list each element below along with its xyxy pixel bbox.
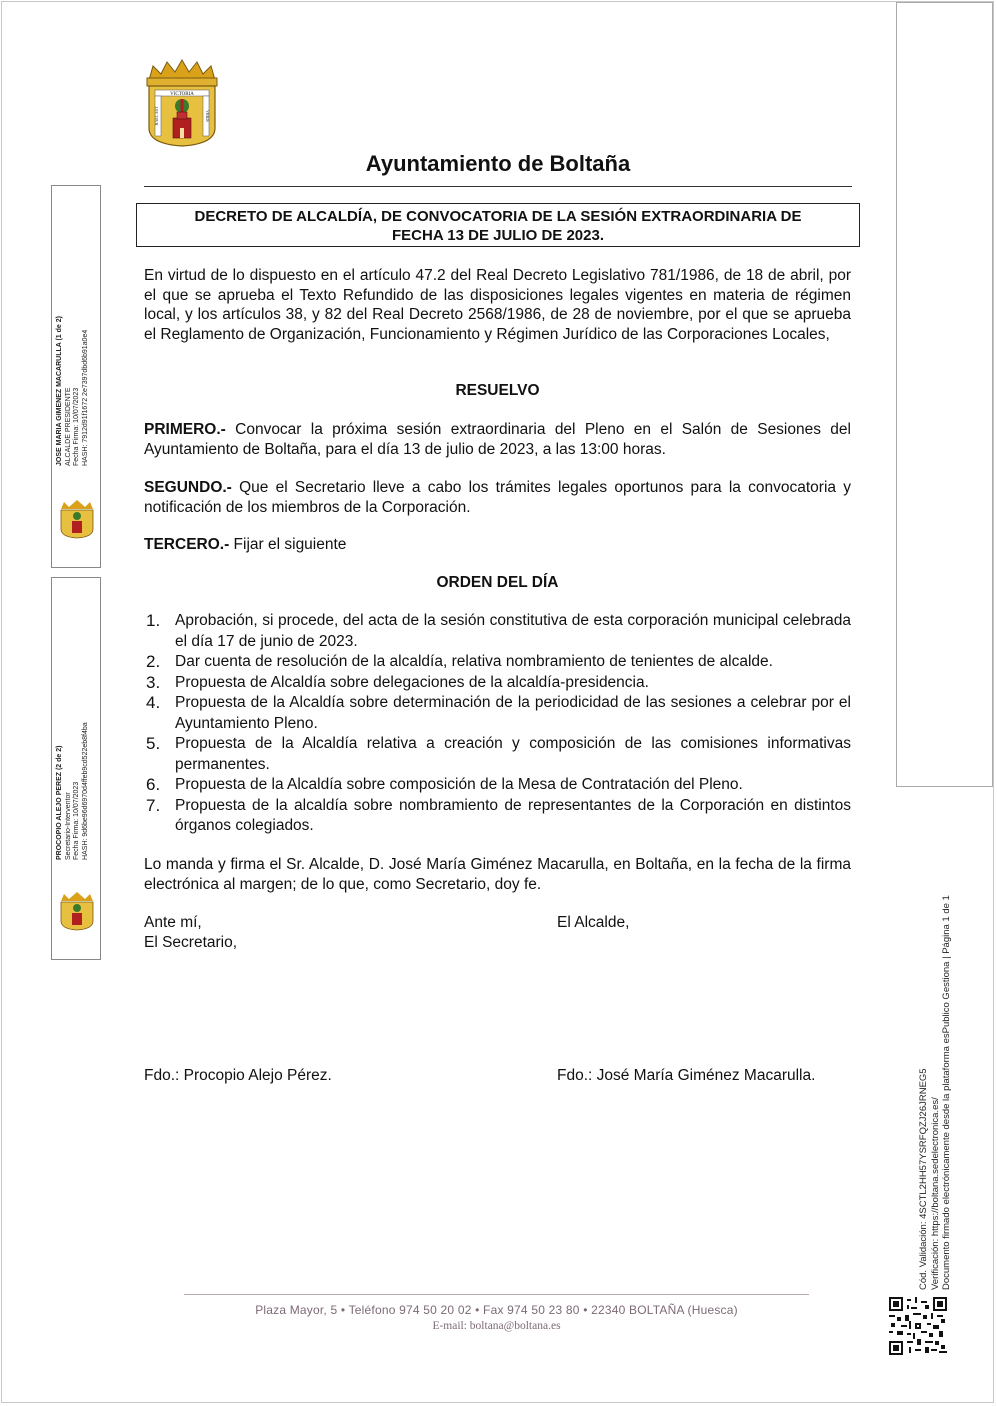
footer-divider (184, 1294, 809, 1295)
segundo-paragraph (144, 478, 851, 517)
agenda-item-text: Propuesta de la Alcaldía sobre composición de la Mesa de Contratación del Pleno. (175, 776, 743, 793)
footer-email[interactable]: E-mail: boltana@boltana.es (432, 1320, 561, 1332)
segundo-label: SEGUNDO.- (144, 479, 232, 496)
qr-code-icon[interactable] (889, 1297, 947, 1355)
primero-text: Convocar la próxima sesión extraordinaria del Pleno en el Salón de Sesiones del Ayuntamiento de Boltaña, para el día 13 de julio de 2023, a las 13:00 horas. (144, 421, 851, 458)
orden-del-dia-heading: ORDEN DEL DÍA (436, 574, 559, 591)
agenda-item (144, 734, 851, 775)
town-title: Ayuntamiento de Boltaña (365, 151, 631, 176)
agenda-item-number: 4. (146, 693, 161, 712)
agenda-item (144, 673, 851, 694)
agenda-item-text: Aprobación, si procede, del acta de la sesión constitutiva de esta corporación municipal celebrada el día 17 de junio de 2023. (175, 612, 851, 650)
tercero-label: TERCERO.- (144, 536, 230, 553)
tercero-paragraph (144, 535, 851, 555)
footer-address: Plaza Mayor, 5 • Teléfono 974 50 20 02 • Fax 974 50 23 80 • 22340 BOLTAÑA (Huesca) (255, 1303, 738, 1317)
stamp-signer-name: JOSE MARIA GIMENEZ MACARULLA (1 de 2) (56, 316, 63, 466)
primero-paragraph (144, 420, 851, 459)
title-divider (144, 186, 852, 187)
intro-paragraph: En virtud de lo dispuesto en el artículo 47.2 del Real Decreto Legislativo 781/1986, de 18 de abril, por el que se aprueba el Texto Refundido de las disposiciones legales vigentes en materia de régimen local, y los artículos 38, y 82 del Real Decreto 2568/1986, de 28 de noviembre, por el que se aprueba el Reglamento de Organización, Funcionamiento y Régimen Jurídico de las Corporaciones Locales, (144, 267, 851, 343)
mayor-name: Fdo.: José María Giménez Macarulla. (557, 1067, 816, 1084)
agenda-item-text: Propuesta de Alcaldía sobre delegaciones de la alcaldía-presidencia. (175, 673, 649, 691)
svg-text:VICTORIA: VICTORIA (170, 92, 194, 97)
agenda-item-number: 3. (146, 672, 161, 692)
agenda-item-text: Dar cuenta de resolución de la alcaldía, relativa nombramiento de tenientes de alcalde. (175, 653, 773, 670)
signature-platform-note: Documento firmado electrónicamente desde la plataforma esPublico Gestiona | Página 1 de 1 (941, 895, 952, 1290)
agenda-item (144, 693, 851, 734)
stamp-signer-name: PROCOPIO ALEJO PEREZ (2 de 2) (56, 745, 63, 860)
stamp-signature-date: Fecha Firma: 10/07/2023 (73, 781, 80, 860)
signature-stamp-secretary (51, 577, 101, 960)
agenda-item-number: 6. (146, 775, 161, 794)
secretary-signature-block (144, 913, 237, 952)
stamp-crest-logo (58, 499, 96, 539)
svg-text:HAEC EST: HAEC EST (154, 106, 159, 126)
agenda-item-number: 5. (146, 734, 161, 753)
validation-margin-box (896, 2, 993, 787)
agenda-item (144, 775, 851, 796)
agenda-item-number: 1. (146, 611, 161, 630)
agenda-list (144, 611, 851, 837)
stamp-crest-logo (58, 891, 96, 931)
stamp-signature-date: Fecha Firma: 10/07/2023 (73, 387, 80, 466)
primero-label: PRIMERO.- (144, 421, 226, 438)
decree-title-line2: FECHA 13 DE JULIO DE 2023. (391, 227, 604, 244)
stamp-signer-role: ALCALDE PRESIDENTE (64, 387, 72, 466)
agenda-item (144, 611, 851, 652)
verification-url[interactable]: Verificación: https://boltana.sedelectronica.es/ (929, 1097, 941, 1290)
tercero-text: Fijar el siguiente (229, 536, 347, 553)
stamp-text (56, 722, 90, 860)
decree-title-box (136, 203, 860, 247)
town-crest-logo (143, 58, 221, 148)
agenda-item (144, 652, 851, 673)
mayor-label: El Alcalde, (557, 914, 630, 931)
stamp-signer-role: Secretario-Interventor (64, 792, 72, 860)
stamp-hash: HASH: 7912d91f1672 2e7397dbd6b91a0e4 (81, 329, 89, 466)
resuelvo-heading: RESUELVO (455, 382, 540, 399)
closing-paragraph: Lo manda y firma el Sr. Alcalde, D. José María Giménez Macarulla, en Boltaña, en la fecha de la firma electrónica al margen; de lo que, como Secretario, doy fe. (144, 856, 851, 893)
validation-code: Cód. Validación: 4SCTL2HH57YSRFQZJ26JRNEG5 (918, 1068, 929, 1290)
svg-text:VRBIS: VRBIS (205, 110, 210, 122)
agenda-item-text: Propuesta de la alcaldía sobre nombramiento de representantes de la Corporación en distintos órganos colegiados. (175, 796, 851, 834)
ante-mi-label: Ante mí, (144, 914, 202, 931)
stamp-hash: HASH: 9d6be96d6970d4ffeb9cd522eb8f4ba (81, 722, 89, 860)
segundo-text: Que el Secretario lleve a cabo los trámites legales oportunos para la convocatoria y notificación de los miembros de la Corporación. (144, 479, 851, 516)
secretary-name: Fdo.: Procopio Alejo Pérez. (144, 1067, 332, 1084)
agenda-item-text: Propuesta de la Alcaldía relativa a creación y composición de las comisiones informativas permanentes. (175, 735, 851, 773)
agenda-item-text: Propuesta de la Alcaldía sobre determinación de la periodicidad de las sesiones a celebrar por el Ayuntamiento Pleno. (175, 694, 851, 732)
agenda-item (144, 796, 851, 837)
decree-title-line1: DECRETO DE ALCALDÍA, DE CONVOCATORIA DE LA SESIÓN EXTRAORDINARIA DE (194, 208, 802, 225)
stamp-text (56, 316, 90, 466)
secretary-label: El Secretario, (144, 933, 238, 951)
validation-text (918, 895, 953, 1290)
agenda-item-number: 7. (146, 795, 161, 815)
agenda-item-number: 2. (146, 652, 161, 671)
signature-stamp-mayor (51, 185, 101, 568)
